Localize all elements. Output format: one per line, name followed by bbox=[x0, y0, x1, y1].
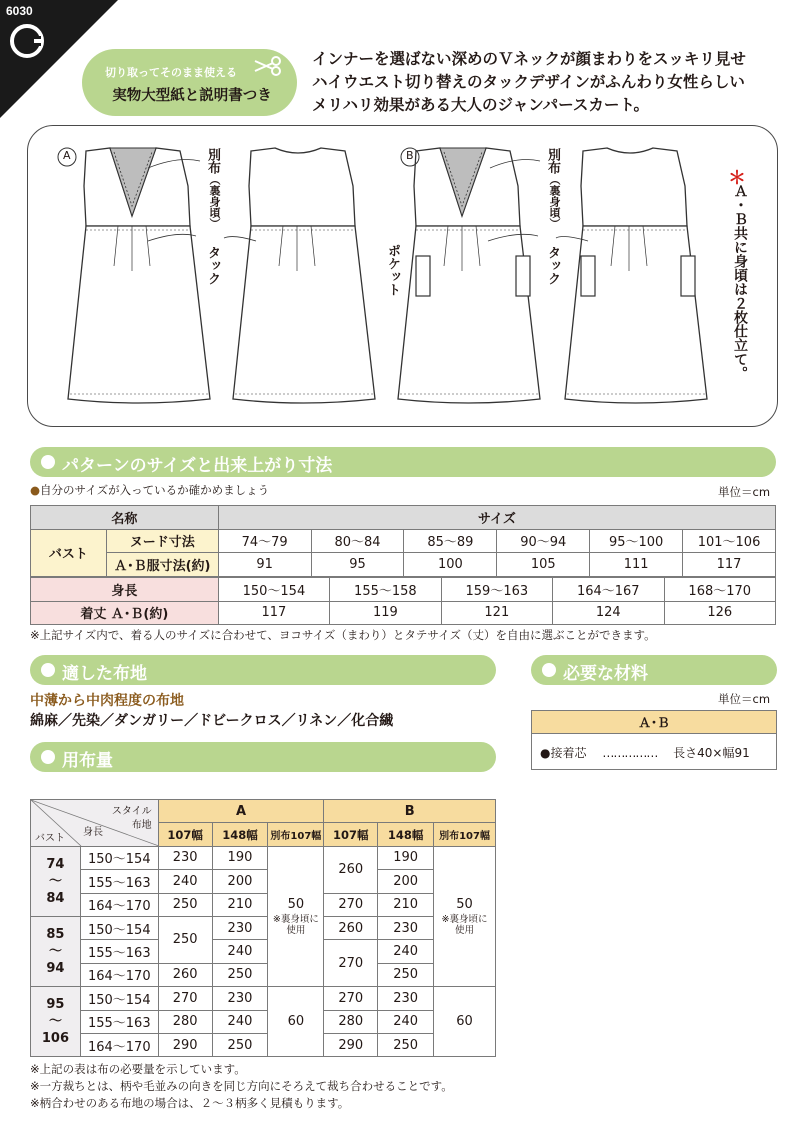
pocket-back-left bbox=[581, 256, 595, 296]
bust-group: 95 〜 106 bbox=[31, 987, 81, 1057]
a148-cell: 240 bbox=[212, 1010, 268, 1033]
a148-cell: 190 bbox=[212, 846, 268, 869]
header-size: サイズ bbox=[218, 506, 775, 530]
size-unit: 単位＝cm bbox=[718, 485, 771, 499]
materials-section-title: 必要な材料 bbox=[563, 664, 648, 684]
materials-header: Ａ･Ｂ bbox=[532, 711, 776, 734]
length-label: 着丈 Ａ･Ｂ(約) bbox=[31, 601, 219, 625]
table-cell: 74〜79 bbox=[218, 529, 311, 553]
callout-pocket: ポケット bbox=[385, 244, 400, 296]
height-cell: 150〜154 bbox=[80, 916, 158, 939]
width-header: 別布107幅 bbox=[434, 823, 496, 846]
callout-tuck-a: タック bbox=[205, 246, 220, 285]
headline-line: インナーを選ばない深めのＶネックが顔まわりをスッキリ見せ bbox=[312, 50, 746, 68]
bullet-icon bbox=[41, 663, 55, 677]
headline-line: ハイウエスト切り替えのタックデザインがふんわり女性らしい bbox=[312, 73, 745, 91]
table-cell: 119 bbox=[330, 601, 441, 625]
bullet-icon: ● bbox=[30, 483, 41, 497]
footnote-line: ※柄合わせのある布地の場合は、２〜３柄多く見積もります。 bbox=[30, 1096, 350, 1110]
materials-value: 長さ40×幅91 bbox=[673, 746, 750, 760]
table-cell: 117 bbox=[218, 601, 329, 625]
a148-cell: 200 bbox=[212, 870, 268, 893]
bullet-icon bbox=[542, 663, 556, 677]
table-cell: 126 bbox=[664, 601, 776, 625]
asterisk-mark: ＊ bbox=[728, 168, 746, 189]
pocket-right bbox=[516, 256, 530, 296]
table-cell: 100 bbox=[404, 553, 497, 577]
bust-group: 74 〜 84 bbox=[31, 846, 81, 916]
width-header: 107幅 bbox=[324, 823, 378, 846]
table-cell: 95〜100 bbox=[590, 529, 683, 553]
brand-logo-icon bbox=[8, 22, 46, 60]
callout-urami-b: （裏身頃） bbox=[548, 174, 561, 229]
b148-cell: 240 bbox=[378, 940, 434, 963]
a148-cell: 250 bbox=[212, 963, 268, 986]
a107-cell: 260 bbox=[158, 963, 212, 986]
size-footnote: ※上記サイズ内で、着る人のサイズに合わせて、ヨコサイズ（まわり）とタテサイズ（丈）を自由に選ぶことができます。 bbox=[30, 628, 656, 642]
materials-item: ●接着芯 bbox=[540, 746, 587, 760]
table-cell: 91 bbox=[218, 553, 311, 577]
width-header: 別布107幅 bbox=[268, 823, 324, 846]
b148-cell: 250 bbox=[378, 1033, 434, 1056]
corner-style: スタイル bbox=[111, 806, 152, 817]
b148-cell: 200 bbox=[378, 870, 434, 893]
bullet-icon bbox=[41, 455, 55, 469]
materials-unit: 単位＝cm bbox=[718, 692, 771, 706]
b107-cell: 270 bbox=[324, 893, 378, 916]
header-name: 名称 bbox=[31, 506, 219, 530]
bust-label: バスト bbox=[31, 529, 107, 576]
materials-table bbox=[531, 710, 777, 770]
table-cell: 168〜170 bbox=[664, 578, 776, 602]
corner-bust: バスト bbox=[35, 832, 65, 844]
b107-cell: 270 bbox=[324, 940, 378, 987]
fabric-list: 綿麻／先染／ダンガリー／ドビークロス／リネン／化合繊 bbox=[30, 713, 394, 729]
a148-cell: 210 bbox=[212, 893, 268, 916]
materials-row bbox=[540, 744, 750, 761]
b107-cell: 260 bbox=[324, 846, 378, 893]
scissors-icon bbox=[252, 56, 282, 76]
a148-cell: 230 bbox=[212, 987, 268, 1010]
table-cell: 85〜89 bbox=[404, 529, 497, 553]
width-header: 148幅 bbox=[212, 823, 268, 846]
table-cell: 124 bbox=[553, 601, 664, 625]
width-header: 148幅 bbox=[378, 823, 434, 846]
b148-cell: 250 bbox=[378, 963, 434, 986]
b148-cell: 190 bbox=[378, 846, 434, 869]
b107-cell: 260 bbox=[324, 916, 378, 939]
style-a-label: A bbox=[63, 149, 71, 162]
nude-label: ヌード寸法 bbox=[106, 529, 218, 553]
height-cell: 155〜163 bbox=[80, 1010, 158, 1033]
style-b-header: B bbox=[324, 800, 496, 823]
b107-cell: 270 bbox=[324, 987, 378, 1010]
a107-cell: 270 bbox=[158, 987, 212, 1010]
amount-section-title: 用布量 bbox=[62, 751, 113, 771]
b107-cell: 280 bbox=[324, 1010, 378, 1033]
table-cell: 90〜94 bbox=[497, 529, 590, 553]
height-label: 身長 bbox=[31, 578, 219, 602]
a107-cell: 290 bbox=[158, 1033, 212, 1056]
callout-betsununo-a: 別布 bbox=[205, 148, 220, 174]
amount-section-header bbox=[30, 742, 496, 772]
callout-betsununo-b: 別布 bbox=[545, 148, 560, 174]
pocket-left bbox=[416, 256, 430, 296]
fabric-subtitle: 中薄から中肉程度の布地 bbox=[30, 693, 184, 709]
a148-cell: 240 bbox=[212, 940, 268, 963]
a107-cell: 250 bbox=[158, 916, 212, 963]
width-header: 107幅 bbox=[158, 823, 212, 846]
height-cell: 164〜170 bbox=[80, 963, 158, 986]
footnote-line: ※上記の表は布の必要量を示しています。 bbox=[30, 1062, 246, 1076]
a107-cell: 250 bbox=[158, 893, 212, 916]
materials-dots: …………… bbox=[602, 746, 658, 760]
height-cell: 164〜170 bbox=[80, 1033, 158, 1056]
dress-a-back bbox=[233, 148, 375, 403]
table-cell: 117 bbox=[683, 553, 776, 577]
b107-cell: 290 bbox=[324, 1033, 378, 1056]
headline-line: メリハリ効果がある大人のジャンパースカート。 bbox=[312, 96, 649, 114]
pattern-number: 6030 bbox=[6, 4, 33, 18]
footnotes bbox=[30, 1061, 453, 1112]
garment-illustration-panel bbox=[27, 125, 778, 427]
style-b-label: B bbox=[406, 149, 414, 162]
b-betsu-top-cell: 50 ※裏身頃に使用 bbox=[434, 846, 496, 986]
footnote-line: ※一方裁ちとは、柄や毛並みの向きを同じ方向にそろえて裁ち合わせることです。 bbox=[30, 1079, 453, 1093]
height-table bbox=[30, 577, 776, 625]
table-cell: 159〜163 bbox=[441, 578, 552, 602]
table-cell: 111 bbox=[590, 553, 683, 577]
a-betsu-top-cell: 50 ※裏身頃に使用 bbox=[268, 846, 324, 986]
bust-group: 85 〜 94 bbox=[31, 916, 81, 986]
table-cell: 80〜84 bbox=[311, 529, 404, 553]
height-cell: 164〜170 bbox=[80, 893, 158, 916]
size-section-title: パターンのサイズと出来上がり寸法 bbox=[62, 456, 333, 476]
a107-cell: 240 bbox=[158, 870, 212, 893]
b148-cell: 230 bbox=[378, 987, 434, 1010]
table-cell: 164〜167 bbox=[553, 578, 664, 602]
tag-subtext: 切り取ってそのまま使える bbox=[105, 66, 237, 79]
table-cell: 155〜158 bbox=[330, 578, 441, 602]
garment-drawings bbox=[28, 126, 779, 428]
table-cell: 121 bbox=[441, 601, 552, 625]
table-cell: 150〜154 bbox=[218, 578, 329, 602]
style-a-header: A bbox=[158, 800, 324, 823]
corner-height: 身長 bbox=[83, 826, 103, 838]
height-cell: 155〜163 bbox=[80, 870, 158, 893]
dress-a-front bbox=[68, 148, 210, 403]
pocket-back-right bbox=[681, 256, 695, 296]
callout-tuck-b: タック bbox=[545, 246, 560, 285]
table-cell: 105 bbox=[497, 553, 590, 577]
fabric-section-header bbox=[30, 655, 496, 685]
a-betsu-bottom-cell: 60 bbox=[268, 987, 324, 1057]
corner-fabric: 布地 bbox=[131, 820, 152, 831]
size-check-note: ●自分のサイズが入っているか確かめましょう bbox=[30, 483, 270, 497]
bullet-icon bbox=[41, 750, 55, 764]
side-note: Ａ・Ｂ共に身頃は２枚仕立て。 bbox=[732, 184, 748, 380]
finished-label: Ａ･Ｂ服寸法(約) bbox=[106, 553, 218, 577]
headline bbox=[312, 48, 792, 117]
height-cell: 150〜154 bbox=[80, 987, 158, 1010]
callout-urami-a: （裏身頃） bbox=[208, 174, 221, 229]
size-section-header bbox=[30, 447, 776, 477]
b148-cell: 230 bbox=[378, 916, 434, 939]
height-cell: 155〜163 bbox=[80, 940, 158, 963]
table-cell: 101〜106 bbox=[683, 529, 776, 553]
b148-cell: 210 bbox=[378, 893, 434, 916]
a148-cell: 230 bbox=[212, 916, 268, 939]
a107-cell: 230 bbox=[158, 846, 212, 869]
table-cell: 95 bbox=[311, 553, 404, 577]
fabric-section-title: 適した布地 bbox=[62, 664, 147, 684]
height-cell: 150〜154 bbox=[80, 846, 158, 869]
fabric-amount-table bbox=[30, 799, 496, 1057]
materials-section-header bbox=[531, 655, 777, 685]
tag-main-text: 実物大型紙と説明書つき bbox=[112, 88, 272, 104]
a148-cell: 250 bbox=[212, 1033, 268, 1056]
size-table bbox=[30, 505, 776, 577]
a107-cell: 280 bbox=[158, 1010, 212, 1033]
b148-cell: 240 bbox=[378, 1010, 434, 1033]
b-betsu-bottom-cell: 60 bbox=[434, 987, 496, 1057]
table-corner-cell bbox=[31, 800, 159, 847]
